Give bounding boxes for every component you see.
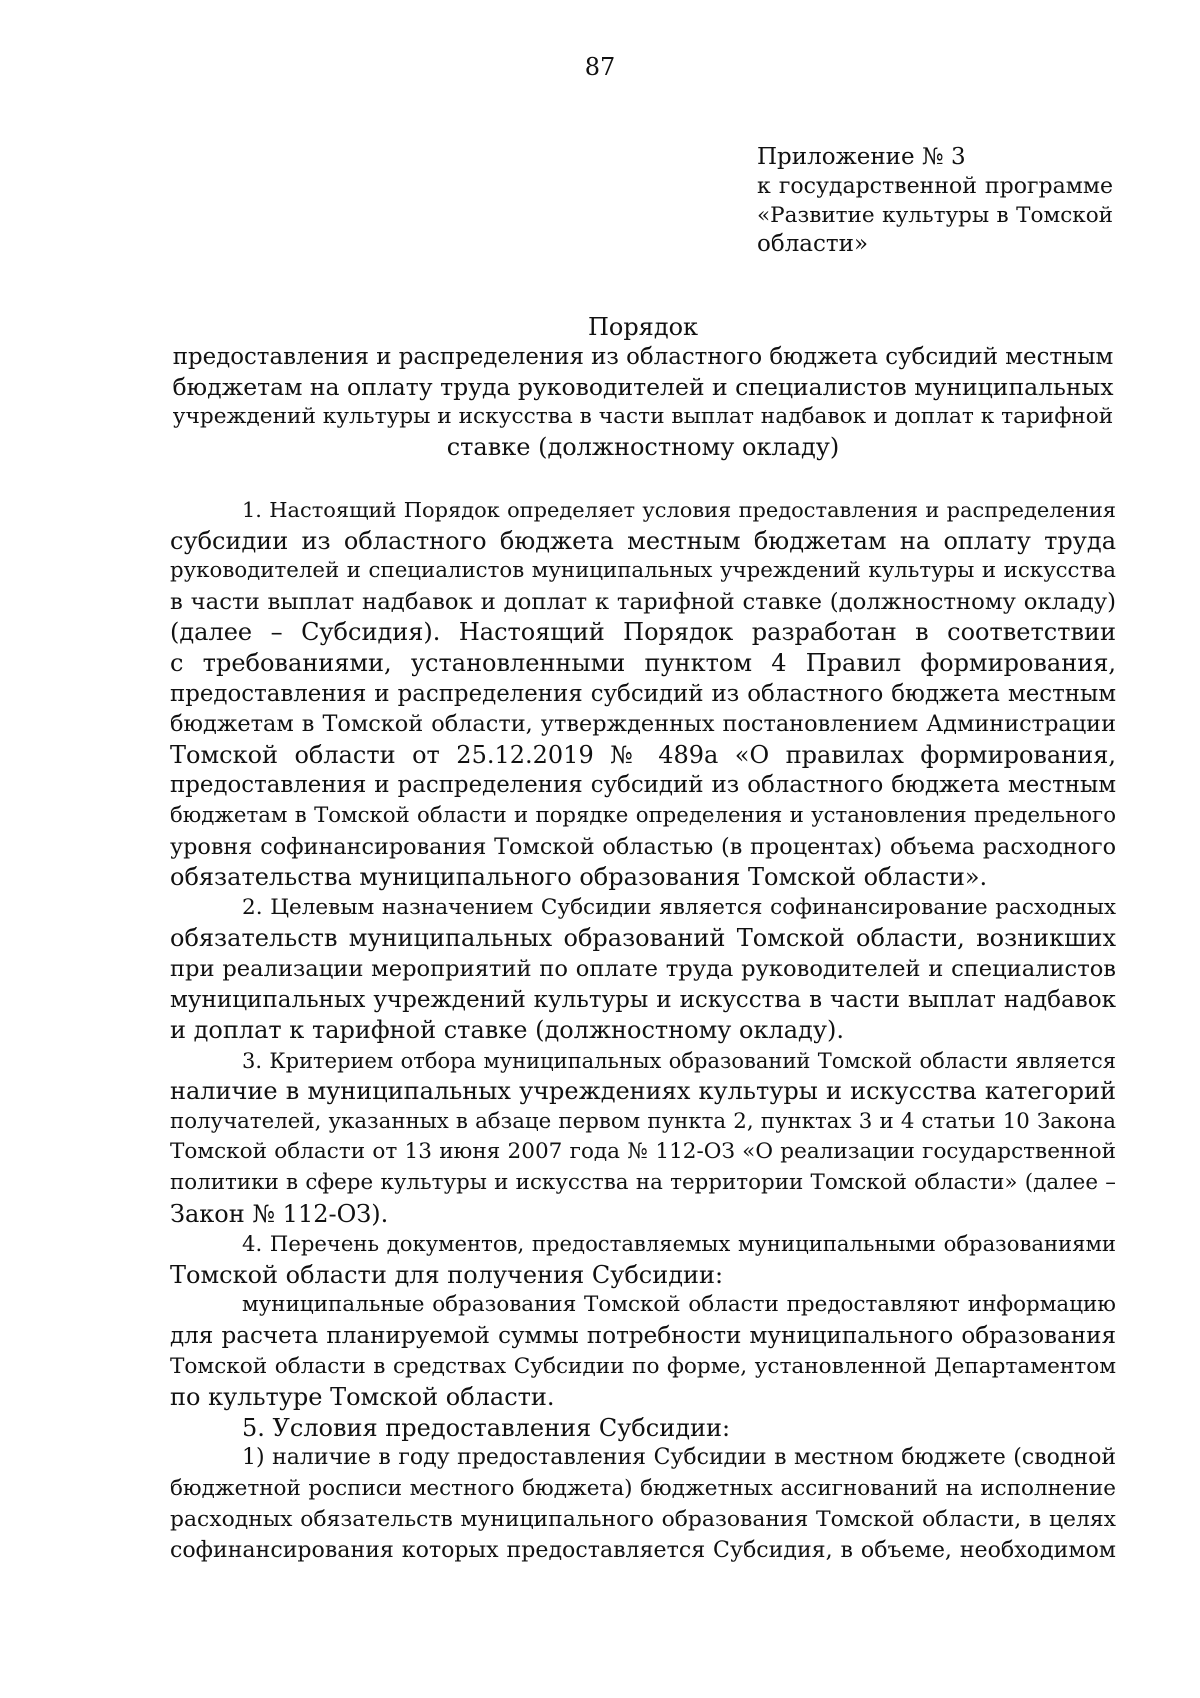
body-line: Томской области в средствах Субсидии по форме, установленной Департаментом [170,1353,1116,1379]
page-number: 87 [584,53,616,81]
body-line: и доплат к тарифной ставке (должностному окладу). [170,1016,844,1045]
appendix-line: Приложение № 3 [757,144,966,170]
appendix-line: к государственной программе [757,174,1113,199]
body-line: для расчета планируемой суммы потребности муниципального образования [170,1323,1116,1350]
body-line: 4. Перечень документов, предоставляемых муниципальными образованиями [242,1231,1116,1257]
body-line: бюджетам в Томской области, утвержденных постановлением Администрации [170,711,1116,738]
body-line: софинансирования которых предоставляется Субсидия, в объеме, необходимом [170,1537,1116,1564]
body-line: расходных обязательств муниципального образования Томской области, в целях [170,1506,1116,1532]
body-line: муниципальные образования Томской области предоставляют информацию [242,1292,1116,1318]
document-title [170,312,1116,462]
body-line: обязательства муниципального образования Томской области». [170,863,988,892]
body-line: (далее – Субсидия). Настоящий Порядок разработан в соответствии [170,618,1116,647]
body-line: в части выплат надбавок и доплат к тарифной ставке (должностному окладу) [170,588,1116,615]
body-line: субсидии из областного бюджета местным бюджетам на оплату труда [170,526,1116,555]
body-line: 2. Целевым назначением Субсидии является софинансирование расходных [242,894,1116,920]
body-line: уровня софинансирования Томской областью (в процентах) объема расходного [170,833,1116,860]
body-line: 5. Условия предоставления Субсидии: [242,1413,731,1442]
body-line: с требованиями, установленными пунктом 4 Правил формирования, [170,648,1116,677]
appendix-line: области» [757,231,869,257]
title-line: ставке (должностному окладу) [446,433,840,461]
body-line: 3. Критерием отбора муниципальных образований Томской области является [242,1048,1116,1073]
title-line: бюджетам на оплату труда руководителей и специалистов муниципальных [172,373,1114,401]
body-line: при реализации мероприятий по оплате труда руководителей и специалистов [170,955,1116,982]
body-line: предоставления и распределения субсидий из областного бюджета местным [170,772,1116,799]
appendix-line: «Развитие культуры в Томской [757,203,1113,228]
body-line: 1) наличие в году предоставления Субсидии в местном бюджете (сводной [242,1445,1116,1471]
body-line: Томской области для получения Субсидии: [170,1260,724,1289]
appendix-note [757,143,1113,259]
body-line: наличие в муниципальных учреждениях культуры и искусства категорий [170,1077,1116,1106]
body-line: Томской области от 13 июня 2007 года № 112-ОЗ «О реализации государственной [170,1139,1116,1165]
body-line: бюджетной росписи местного бюджета) бюджетных ассигнований на исполнение [170,1476,1116,1501]
body-line: получателей, указанных в абзаце первом пункта 2, пунктах 3 и 4 статьи 10 Закона [170,1108,1116,1134]
body-line: 1. Настоящий Порядок определяет условия предоставления и распределения [242,498,1116,522]
title-line: предоставления и распределения из областного бюджета субсидий местным [172,344,1114,370]
body-line: Закон № 112-ОЗ). [170,1199,389,1228]
body-line: муниципальных учреждений культуры и искусства в части выплат надбавок [170,986,1116,1013]
body-line: обязательств муниципальных образований Томской области, возникших [170,924,1116,953]
body-line: по культуре Томской области. [170,1383,555,1412]
body-line: руководителей и специалистов муниципальных учреждений культуры и искусства [170,558,1116,584]
document-body [170,495,1116,1566]
body-line: Томской области от 25.12.2019 № 489а «О правилах формирования, [170,740,1116,769]
body-line: предоставления и распределения субсидий из областного бюджета местным [170,680,1116,707]
title-heading: Порядок [587,313,699,341]
body-line: бюджетам в Томской области и порядке определения и установления предельного [170,802,1116,828]
title-line: учреждений культуры и искусства в части выплат надбавок и доплат к тарифной [172,404,1114,429]
body-line: политики в сфере культуры и искусства на территории Томской области» (далее – [170,1170,1116,1196]
